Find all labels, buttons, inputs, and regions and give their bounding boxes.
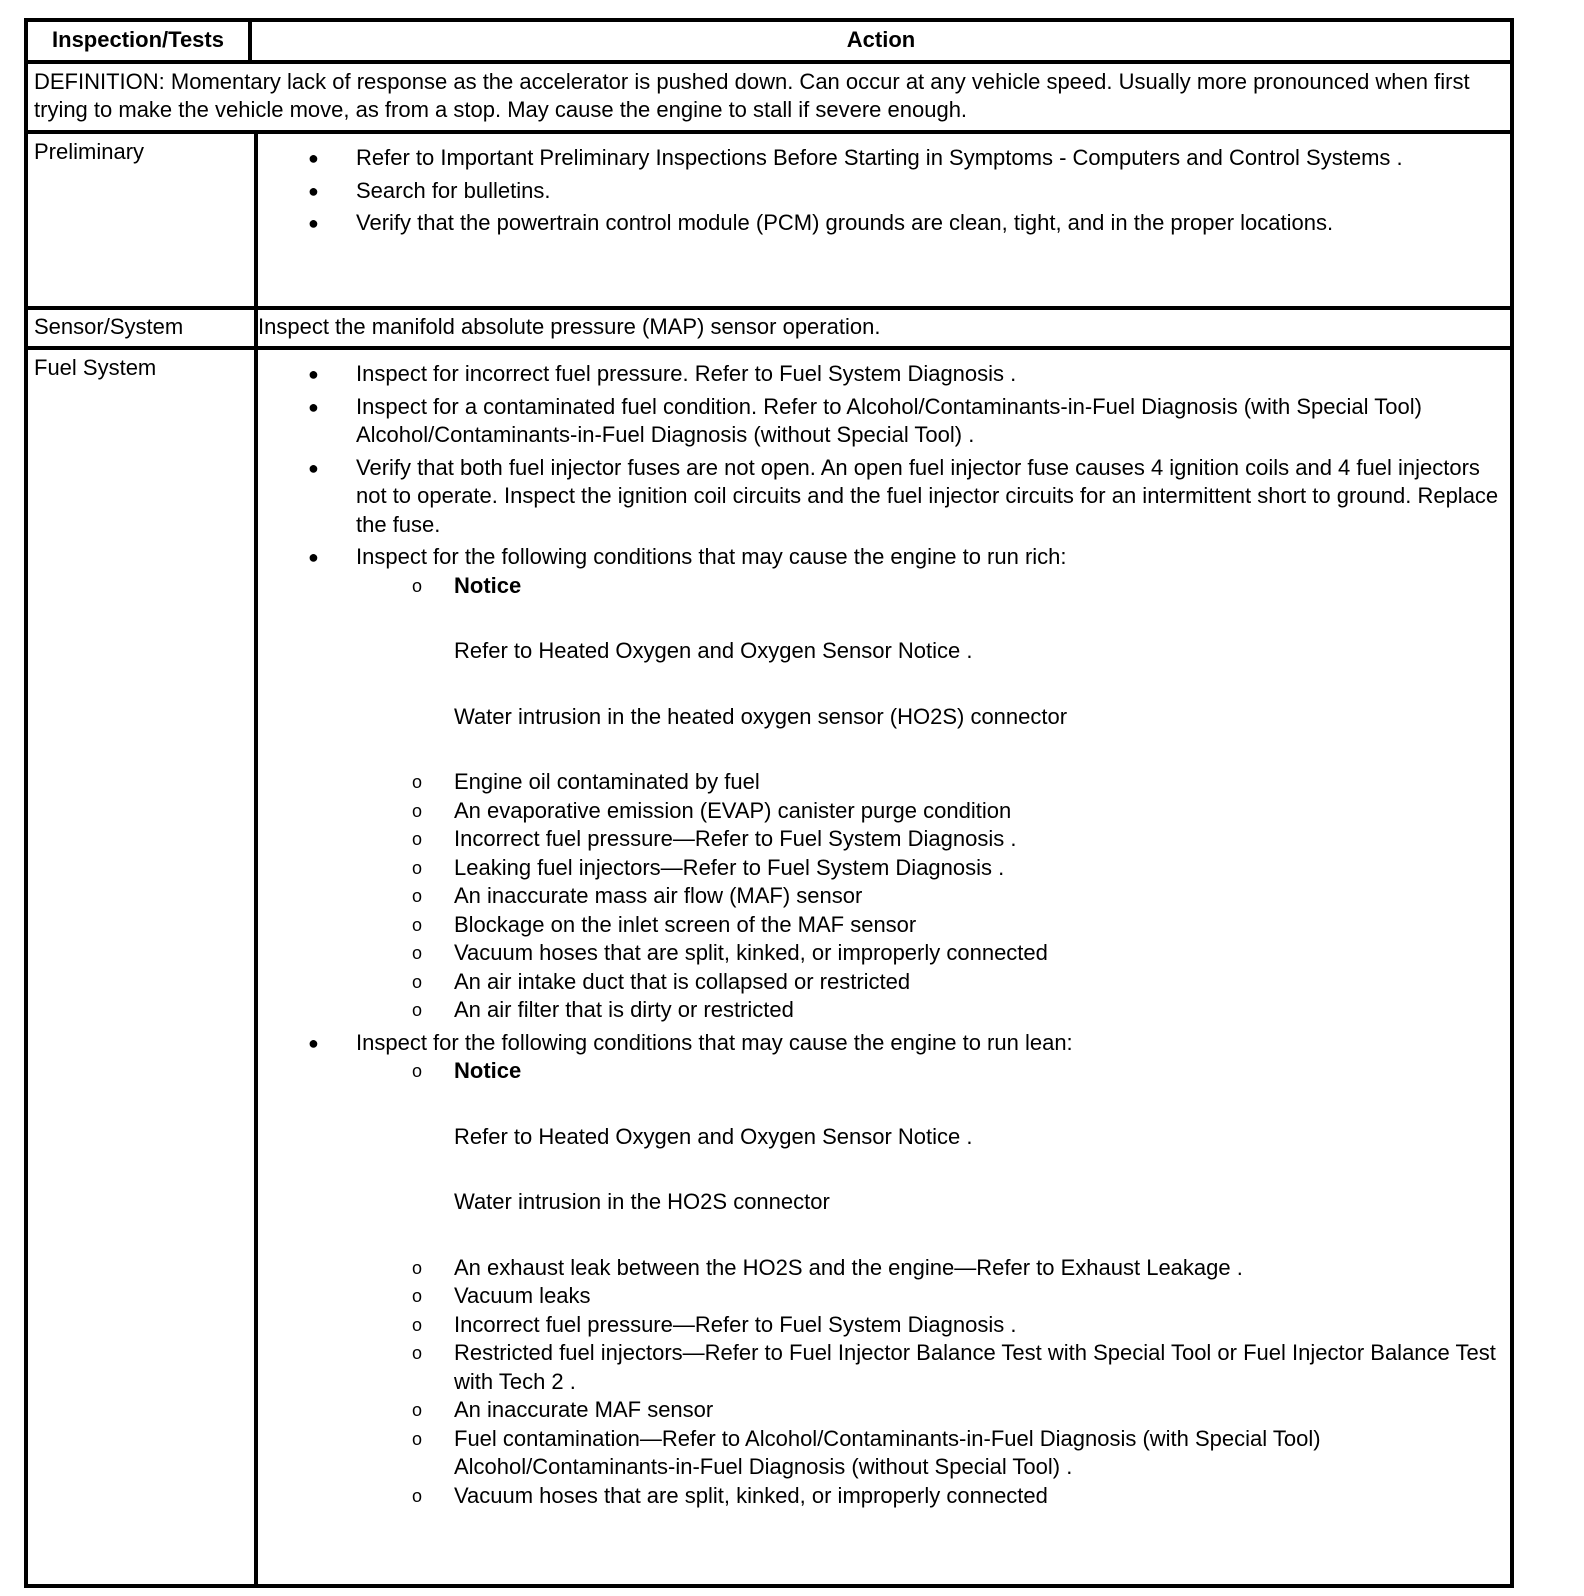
- notice-text: Refer to Heated Oxygen and Oxygen Sensor Notice .: [454, 638, 973, 663]
- sub-list-item: [356, 768, 1502, 797]
- header-action: Action: [846, 27, 916, 52]
- bullet-icon: ●: [308, 364, 319, 384]
- circle-bullet-icon: o: [412, 943, 423, 963]
- sub-item-text: An evaporative emission (EVAP) canister purge condition: [454, 797, 1012, 823]
- sub-list-item: [356, 1339, 1502, 1396]
- sub-item-text: Blockage on the inlet screen of the MAF sensor: [454, 911, 917, 937]
- bullet-icon: ●: [308, 148, 319, 168]
- fuel-row: [28, 350, 1510, 1584]
- circle-bullet-icon: o: [412, 1343, 423, 1363]
- sub-item-text: Incorrect fuel pressure—Refer to Fuel System Diagnosis .: [454, 1311, 1017, 1337]
- bullet-icon: ●: [308, 213, 319, 233]
- bullet-icon: ●: [308, 457, 319, 478]
- diagnostic-table: [24, 18, 1514, 1588]
- circle-bullet-icon: o: [412, 800, 423, 821]
- circle-bullet-icon: o: [412, 1000, 423, 1020]
- circle-bullet-icon: o: [412, 1485, 423, 1506]
- spacer: [356, 731, 1502, 768]
- preliminary-list: [252, 144, 1502, 242]
- condition-list: [356, 572, 1502, 1025]
- sub-list-item: [356, 1396, 1502, 1425]
- circle-bullet-icon: o: [412, 1061, 423, 1081]
- list-item: ● Inspect for the following conditions that may cause the engine to run lean: o Notice Refer to Heated Oxygen and Oxygen Sensor Notice . Water intrusion in the HO2S connector o An exhaust leak between the HO2S and the engine—Refer to Exhaust Leakage . o Vacuum leaks o Incorrect fuel pressure—Refer to Fuel System Diagnosis . o Restricted fuel injectors—Refer to Fuel Injector Balance Test with Special Tool or Fuel Injector Balance Test with Tech 2 . o An inaccurate MAF sensor o Fuel contamination—Refer to Alcohol/Contaminants-in-Fuel Diagnosis (with Special Tool) Alcohol/Contaminants-in-Fuel Diagnosis (without Special Tool) . o Vacuum hoses that are split, kinked, or improperly connected: [252, 1029, 1502, 1511]
- sub-list-item: [356, 1282, 1502, 1311]
- definition-row: [28, 64, 1510, 130]
- sub-list-item: [356, 882, 1502, 911]
- sub-list-item: [356, 968, 1502, 997]
- sub-list-item: [356, 1057, 1502, 1086]
- sub-list-item: [356, 825, 1502, 854]
- sub-item-text: Fuel contamination—Refer to Alcohol/Contaminants-in-Fuel Diagnosis (with Special Tool) Alcohol/Contaminants-in-Fuel Diagnosis (without Special Tool) .: [454, 1425, 1321, 1479]
- sub-item-text: Engine oil contaminated by fuel: [454, 769, 760, 794]
- notice-text: Refer to Heated Oxygen and Oxygen Sensor Notice .: [454, 1123, 973, 1149]
- notice-title: Notice: [454, 1058, 522, 1083]
- sub-item-text: An exhaust leak between the HO2S and the engine—Refer to Exhaust Leakage .: [454, 1254, 1243, 1280]
- sub-list-item: [356, 797, 1502, 826]
- sub-item-text: An inaccurate mass air flow (MAF) sensor: [454, 883, 863, 908]
- definition-text: DEFINITION: Momentary lack of response as the accelerator is pushed down. Can occur at any vehicle speed. Usually more pronounced when first trying to make the vehicle move, as from a stop. May cause the engine to stall if severe enough.: [34, 69, 1470, 122]
- sub-list-item: [356, 854, 1502, 883]
- sub-item-text: Vacuum leaks: [454, 1283, 591, 1308]
- circle-bullet-icon: o: [412, 1314, 423, 1335]
- circle-bullet-icon: o: [412, 857, 423, 878]
- sub-list-item: [356, 911, 1502, 940]
- sub-item-text: An inaccurate MAF sensor: [454, 1397, 714, 1422]
- notice-title: Notice: [454, 572, 522, 598]
- circle-bullet-icon: o: [412, 575, 423, 596]
- sub-item-text: Vacuum hoses that are split, kinked, or improperly connected: [454, 1482, 1048, 1508]
- circle-bullet-icon: o: [412, 829, 423, 849]
- circle-bullet-icon: o: [412, 1257, 423, 1278]
- notice-item: Water intrusion in the heated oxygen sensor (HO2S) connector: [454, 703, 1068, 729]
- bullet-icon: ●: [308, 547, 319, 567]
- fuel-label: Fuel System: [28, 350, 258, 1584]
- sensor-row: [28, 310, 1510, 346]
- sub-list-item: [356, 1311, 1502, 1340]
- sub-item-text: Vacuum hoses that are split, kinked, or improperly connected: [454, 940, 1048, 965]
- spacer: [356, 1151, 1502, 1188]
- sub-list-item: [356, 572, 1502, 601]
- sub-list-item: [356, 1425, 1502, 1482]
- list-item: ● Verify that both fuel injector fuses are not open. An open fuel injector fuse causes 4 ignition coils and 4 fuel injectors not to operate. Inspect the ignition coil circuits and the fuel injector circuits for an intermittent short to ground. Replace the fuse.: [308, 454, 1499, 537]
- circle-bullet-icon: o: [412, 971, 423, 992]
- sub-list-item: [356, 996, 1502, 1025]
- fuel-actions: [252, 350, 1510, 1584]
- list-item: ● Inspect for a contaminated fuel condition. Refer to Alcohol/Contaminants-in-Fuel Diagnosis (with Special Tool) Alcohol/Contaminants-in-Fuel Diagnosis (without Special Tool) .: [308, 393, 1422, 447]
- notice-item: Water intrusion in the HO2S connector: [454, 1189, 830, 1214]
- sub-item-text: An air filter that is dirty or restricted: [454, 997, 794, 1022]
- sub-list-item: [356, 1254, 1502, 1283]
- circle-bullet-icon: o: [412, 914, 423, 935]
- circle-bullet-icon: o: [412, 772, 423, 792]
- circle-bullet-icon: o: [412, 1286, 423, 1306]
- spacer: [356, 1217, 1502, 1254]
- circle-bullet-icon: o: [412, 1400, 423, 1420]
- spacer: [356, 666, 1502, 703]
- sub-item-text: Restricted fuel injectors—Refer to Fuel Injector Balance Test with Special Tool or Fuel Injector Balance Test with Tech 2 .: [454, 1340, 1496, 1394]
- header-row: [28, 22, 1510, 60]
- list-item: ● Inspect for the following conditions that may cause the engine to run rich: o Notice Refer to Heated Oxygen and Oxygen Sensor Notice . Water intrusion in the heated oxygen sensor (HO2S) connector o Engine oil contaminated by fuel o An evaporative emission (EVAP) canister purge condition o Incorrect fuel pressure—Refer to Fuel System Diagnosis . o Leaking fuel injectors—Refer to Fuel System Diagnosis . o An inaccurate mass air flow (MAF) sensor o Blockage on the inlet screen of the MAF sensor o Vacuum hoses that are split, kinked, or improperly connected o An air intake duct that is collapsed or restricted o An air filter that is dirty or restricted: [252, 543, 1502, 1025]
- preliminary-row: [28, 134, 1510, 306]
- list-item: ● Refer to Important Preliminary Inspections Before Starting in Symptoms - Computers and Control Systems .: [252, 144, 1502, 173]
- bullet-icon: ●: [308, 396, 319, 417]
- preliminary-actions: [252, 134, 1510, 306]
- bullet-icon: ●: [308, 180, 319, 201]
- list-item: ● Verify that the powertrain control module (PCM) grounds are clean, tight, and in the proper locations.: [252, 209, 1502, 238]
- circle-bullet-icon: o: [412, 886, 423, 906]
- sub-list-item: [356, 939, 1502, 968]
- sub-list-item: [356, 1482, 1502, 1511]
- preliminary-label: Preliminary: [28, 134, 258, 306]
- condition-list: [356, 1057, 1502, 1510]
- header-inspection-tests: Inspection/Tests: [28, 22, 252, 60]
- sensor-label: Sensor/System: [28, 310, 258, 346]
- sub-item-text: Incorrect fuel pressure—Refer to Fuel System Diagnosis .: [454, 826, 1017, 851]
- bullet-icon: ●: [308, 1032, 319, 1053]
- sub-item-text: An air intake duct that is collapsed or restricted: [454, 968, 911, 994]
- sub-item-text: Leaking fuel injectors—Refer to Fuel System Diagnosis .: [454, 854, 1005, 880]
- spacer: [356, 1086, 1502, 1123]
- sensor-text: Inspect the manifold absolute pressure (MAP) sensor operation.: [258, 314, 881, 339]
- list-item: ● Search for bulletins.: [252, 177, 1502, 206]
- spacer: [356, 600, 1502, 637]
- fuel-list: [252, 360, 1502, 1514]
- circle-bullet-icon: o: [412, 1428, 423, 1449]
- list-item: ● Inspect for incorrect fuel pressure. Refer to Fuel System Diagnosis .: [252, 360, 1502, 389]
